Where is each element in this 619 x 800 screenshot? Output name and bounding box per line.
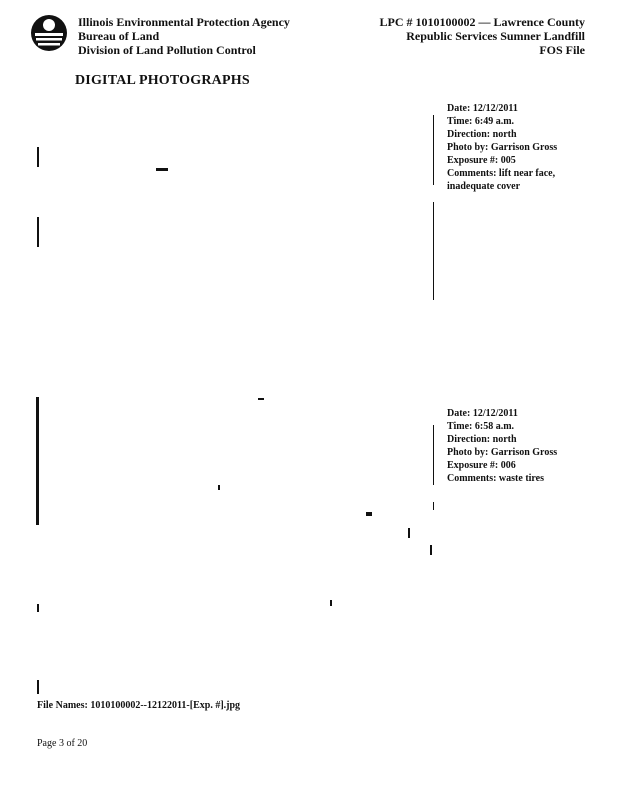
page-number: Page 3 of 20: [37, 738, 88, 749]
photo-1-time: Time: 6:49 a.m.: [447, 116, 515, 127]
photo-1-direction: Direction: north: [447, 129, 517, 140]
lpc-number: LPC # 1010100002 — Lawrence County: [379, 15, 585, 29]
agency-name: Illinois Environmental Protection Agency: [78, 15, 290, 29]
photo-2-photographer: Photo by: Garrison Gross: [447, 447, 558, 458]
photo-2-time: Time: 6:58 a.m.: [447, 421, 515, 432]
photo-2-comments: Comments: waste tires: [447, 473, 545, 484]
photo-1-date: Date: 12/12/2011: [447, 103, 518, 114]
file-type: FOS File: [539, 43, 585, 57]
photo-1-comments-cont: inadequate cover: [447, 181, 521, 192]
photo-1-caption: [447, 102, 557, 193]
photo-2-caption: [447, 407, 557, 485]
illinois-epa-logo: [30, 14, 68, 52]
photo-1-exposure: Exposure #: 005: [447, 155, 516, 166]
agency-name-block: [78, 15, 290, 57]
section-title: DIGITAL PHOTOGRAPHS: [75, 73, 250, 88]
site-name: Republic Services Sumner Landfill: [406, 29, 585, 43]
photo-1-comments: Comments: lift near face,: [447, 168, 556, 179]
file-names-note: File Names: 1010100002--12122011-[Exp. #].jpg: [37, 700, 241, 711]
photo-2-direction: Direction: north: [447, 434, 517, 445]
division-name: Division of Land Pollution Control: [78, 43, 256, 57]
photo-1-photographer: Photo by: Garrison Gross: [447, 142, 558, 153]
photo-2-date: Date: 12/12/2011: [447, 408, 518, 419]
bureau-name: Bureau of Land: [78, 29, 160, 43]
photo-2-exposure: Exposure #: 006: [447, 460, 516, 471]
site-id-block: [380, 15, 585, 57]
